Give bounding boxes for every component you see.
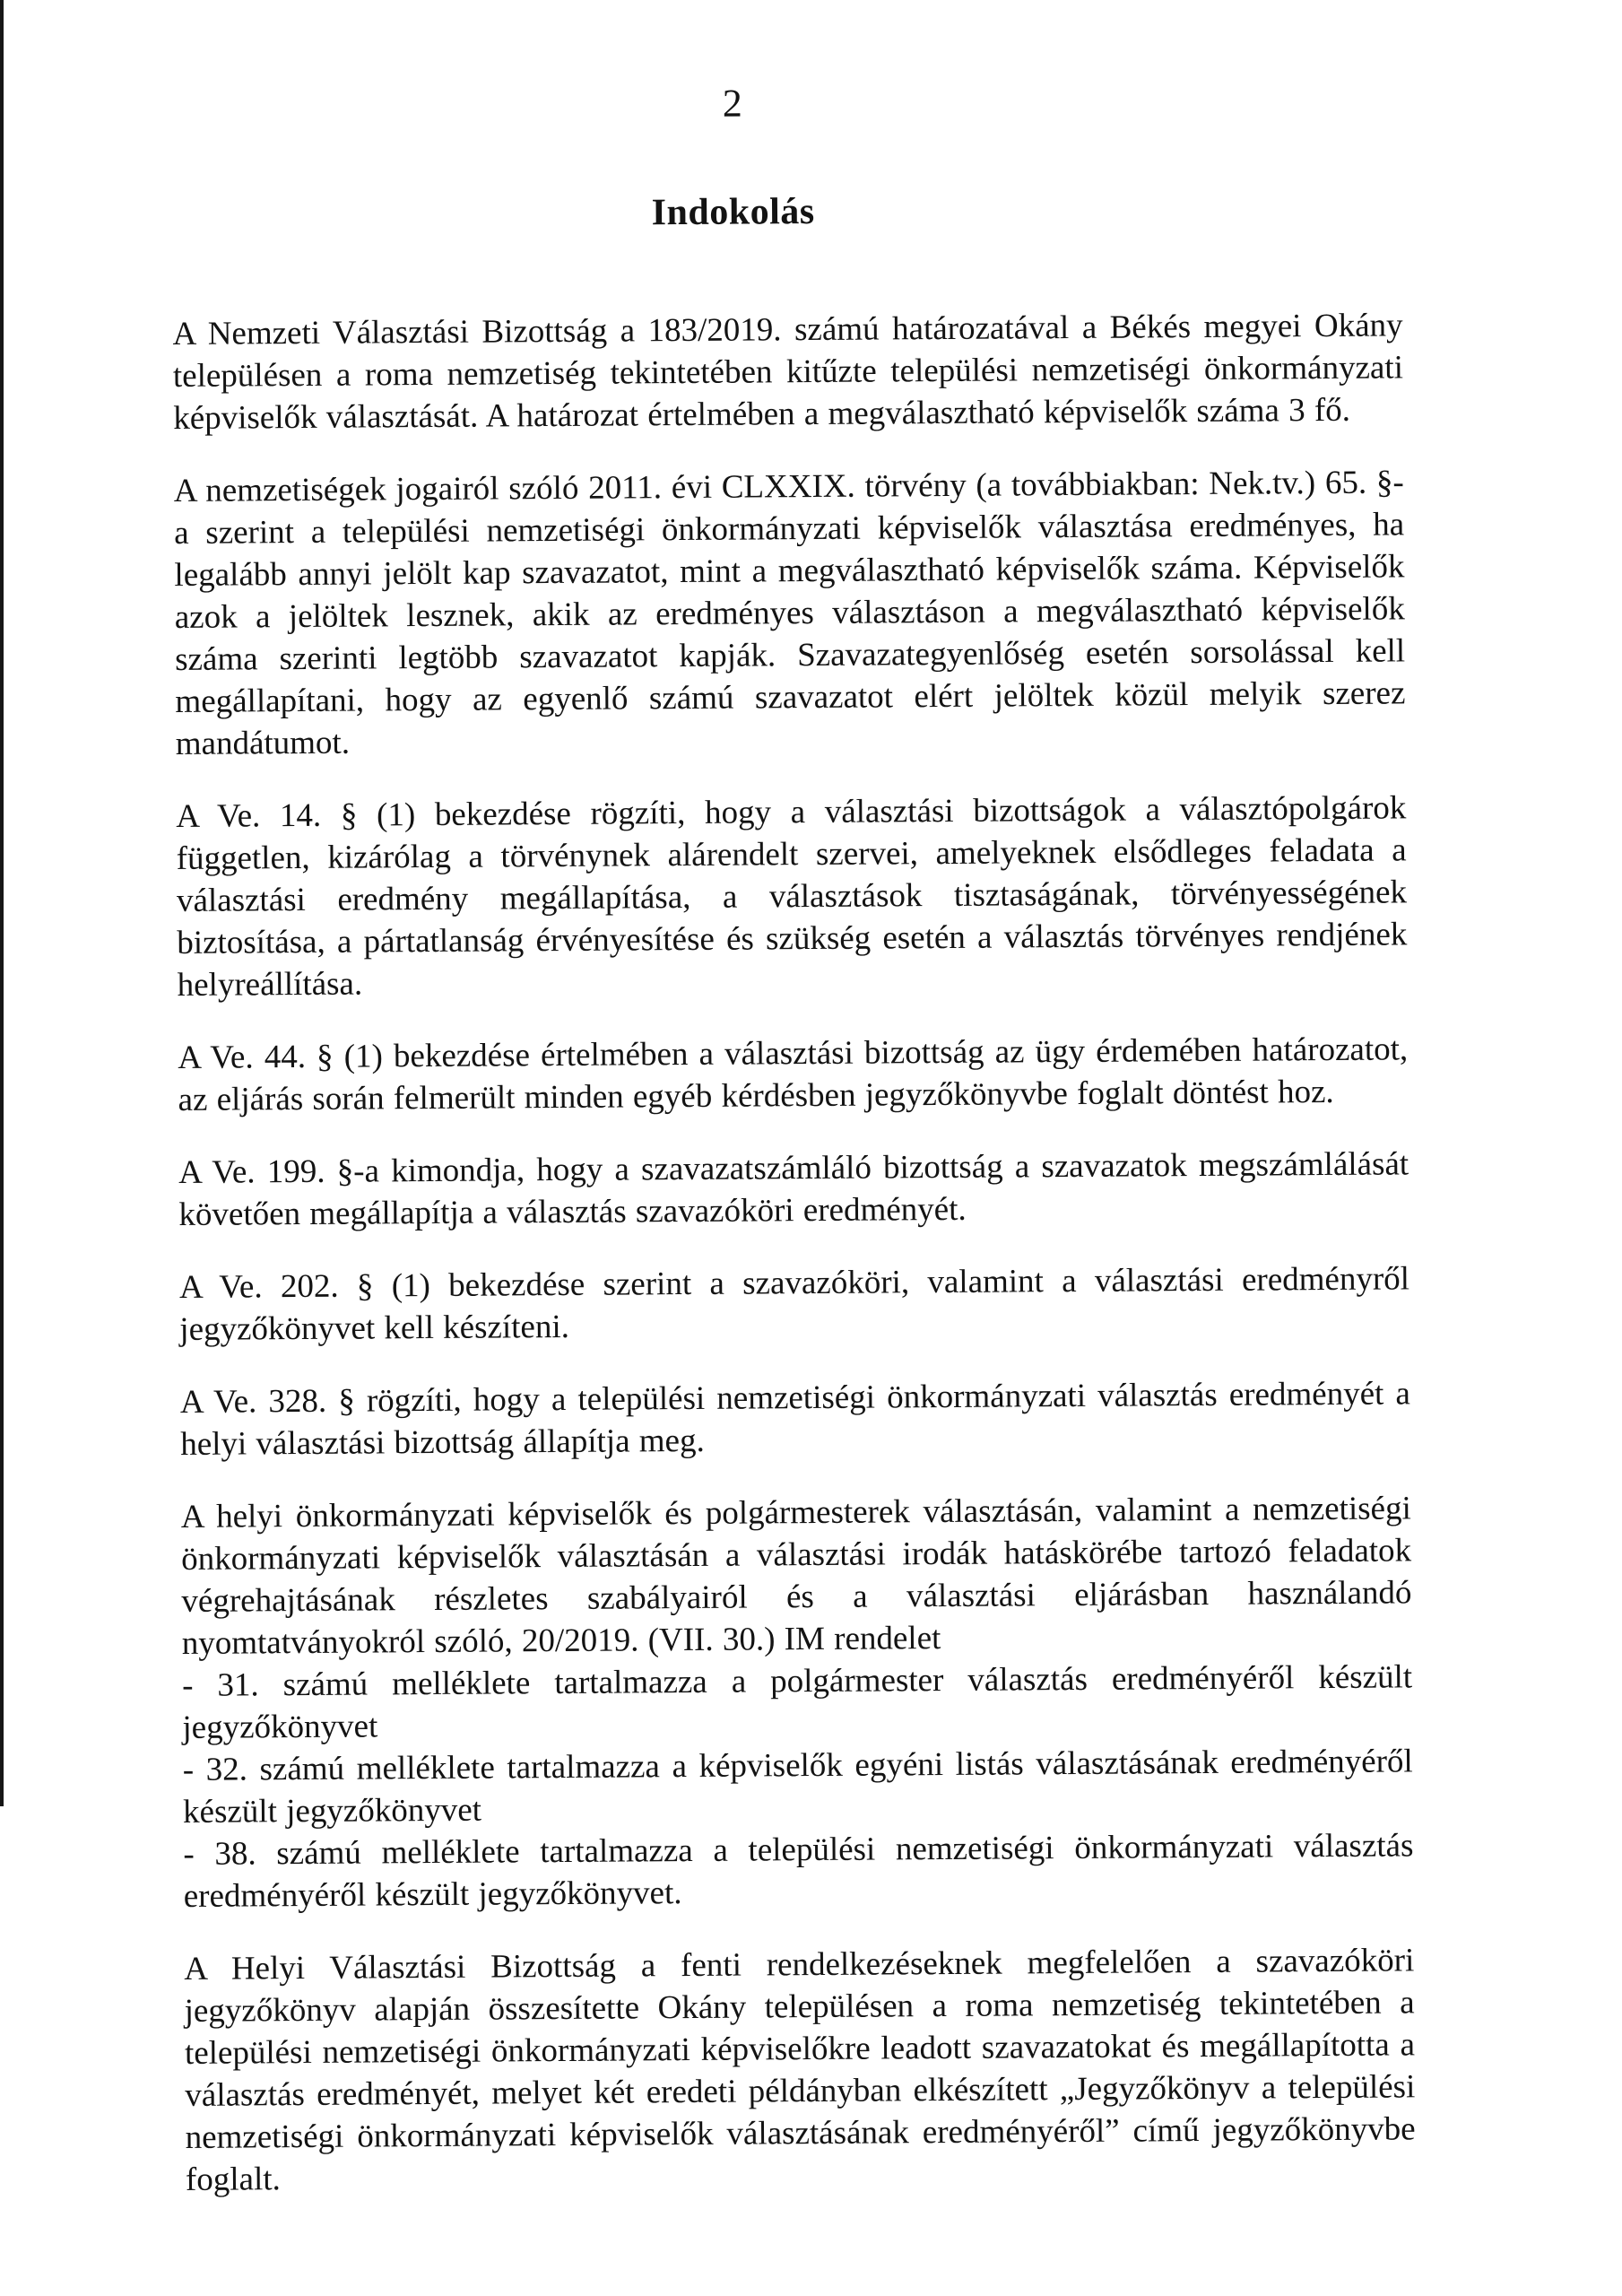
paragraph-nektv-65: A nemzetiségek jogairól szóló 2011. évi CLXXIX. törvény (a továbbiakban: Nek.tv.) 65. §-a szerint a települési nemzetiségi önkormányzati képviselők választása eredményes, ha legalább annyi jelölt kap szavazatot, mint a megválasztható képviselők száma. Képviselők azok a jelöltek lesznek, akik az eredményes választáson a megválasztható képviselők száma szerinti legtöbb szavazatot kapják. Szavazategyenlőség esetén sorsolással kell megállapítani, hogy az egyenlő számú szavazatot elért jelöltek közül melyik szerez mandátumot. (173, 463, 1406, 762)
paragraph-ve-202: A Ve. 202. § (1) bekezdése szerint a szavazóköri, valamint a választási eredményről jegyzőkönyvet kell készíteni. (178, 1259, 1410, 1348)
paragraph-ve-14: A Ve. 14. § (1) bekezdése rögzíti, hogy a választási bizottságok a választópolgárok független, kizárólag a törvénynek alárendelt szervei, amelyeknek elsődleges feladata a választási eredmény megállapítása, a választások tisztaságának, törvényességének biztosítása, a pártatlanság érvényesítése és szükség esetén a választás törvényes rendjének helyreállítása. (176, 788, 1408, 1004)
paragraph-nvb-decision: A Nemzeti Választási Bizottság a 183/2019. számú határozatával a Békés megyei Okány településen a roma nemzetiség tekintetében kitűzte települési nemzetiségi önkormányzati képviselők választását. A határozat értelmében a megválasztható képviselők száma 3 fő. (172, 306, 1404, 437)
document-body (172, 304, 1416, 2201)
paragraph-im-decree-intro: A helyi önkormányzati képviselők és polgármesterek választásán, valamint a nemzetiségi önkormányzati képviselők választásán a választási irodák hatáskörébe tartozó feladatok végrehajtásának részletes szabályairól és a választási eljárásban használandó nyomtatványokról szóló, 20/2019. (VII. 30.) IM rendelet (180, 1489, 1412, 1662)
paragraph-ve-44: A Ve. 44. § (1) bekezdése értelmében a választási bizottság az ügy érdemében határozatot, az eljárás során felmerült minden egyéb kérdésben jegyzőkönyvbe foglalt döntést hoz. (178, 1030, 1409, 1118)
annex-item-31: - 31. számú melléklete tartalmazza a polgármester választás eredményéről készült jegyzőkönyvet (181, 1657, 1413, 1746)
annex-item-32: - 32. számú melléklete tartalmazza a képviselők egyéni listás választásának eredményéről készült jegyzőkönyvet (182, 1742, 1413, 1831)
paragraph-ve-328: A Ve. 328. § rögzíti, hogy a települési nemzetiségi önkormányzati választás eredményét a helyi választási bizottság állapítja meg. (179, 1374, 1411, 1463)
document-title: Indokolás (651, 191, 815, 234)
paragraph-hvb-closing: A Helyi Választási Bizottság a fenti rendelkezéseknek megfelelően a szavazóköri jegyzőkönyv alapján összesítette Okány településen a roma nemzetiség tekintetében a települési nemzetiségi önkormányzati képviselőkre leadott szavazatokat és megállapította a választás eredményét, melyet két eredeti példányban elkészített „Jegyzőkönyv a települési nemzetiségi önkormányzati képviselők választásának eredményéről” című jegyzőkönyvbe foglalt. (184, 1941, 1416, 2198)
page-number: 2 (722, 81, 742, 126)
paragraph-ve-199: A Ve. 199. §-a kimondja, hogy a szavazatszámláló bizottság a szavazatok megszámlálását követően megállapítja a választás szavazóköri eredményét. (178, 1144, 1409, 1233)
annex-item-38: - 38. számú melléklete tartalmazza a települési nemzetiségi önkormányzati választás eredményéről készült jegyzőkönyvet. (183, 1826, 1414, 1915)
scan-edge-artifact (0, 0, 4, 1806)
page-content (170, 0, 1416, 2231)
